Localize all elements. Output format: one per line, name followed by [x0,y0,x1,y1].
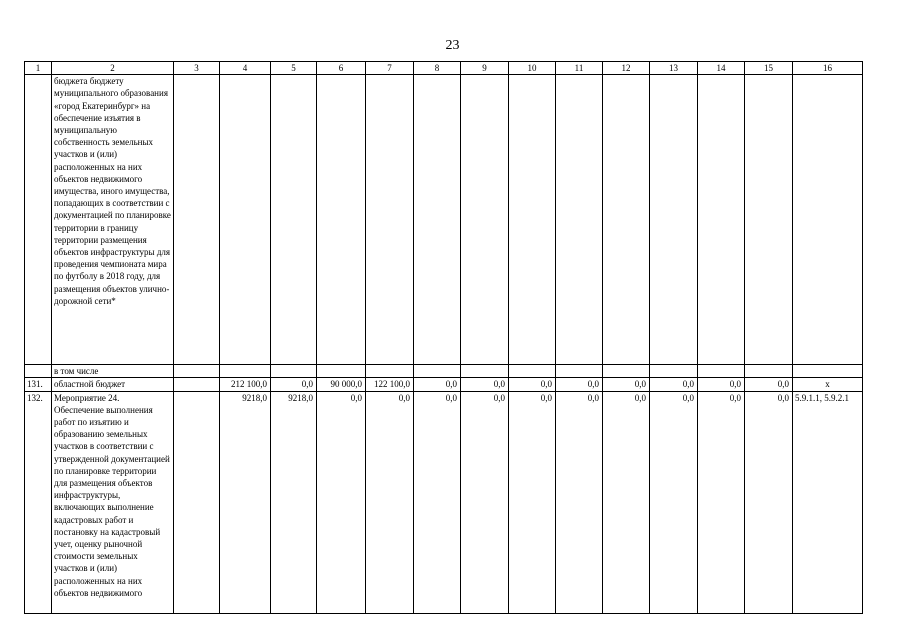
cell-c3 [174,365,220,378]
cell-c16 [793,75,863,365]
col-header-16: 16 [793,62,863,75]
row-description: областной бюджет [52,378,174,391]
table-row [25,365,863,378]
cell-c15: 0,0 [745,378,793,391]
cell-c15: 0,0 [745,391,793,613]
cell-c7 [366,75,414,365]
col-header-8: 8 [414,62,461,75]
cell-c11: 0,0 [556,391,603,613]
cell-c6: 90 000,0 [317,378,366,391]
col-header-7: 7 [366,62,414,75]
page-number: 23 [445,38,460,53]
cell-c14: 0,0 [698,378,745,391]
col-header-1: 1 [25,62,52,75]
cell-c6: 0,0 [317,391,366,613]
cell-c14: 0,0 [698,391,745,613]
cell-c16: 5.9.1.1, 5.9.2.1 [793,391,863,613]
cell-c8: 0,0 [414,391,461,613]
cell-c13: 0,0 [650,391,698,613]
cell-c5: 9218,0 [271,391,317,613]
col-header-10: 10 [509,62,556,75]
cell-c12 [603,75,650,365]
cell-c6 [317,365,366,378]
cell-c11 [556,75,603,365]
cell-c9: 0,0 [461,391,509,613]
cell-c3 [174,75,220,365]
cell-c12 [603,365,650,378]
cell-c9 [461,365,509,378]
cell-c6 [317,75,366,365]
table-row [25,378,863,391]
cell-c15 [745,75,793,365]
col-header-5: 5 [271,62,317,75]
cell-c5 [271,365,317,378]
cell-c10 [509,75,556,365]
col-header-14: 14 [698,62,745,75]
col-header-15: 15 [745,62,793,75]
cell-c16: x [793,378,863,391]
col-header-6: 6 [317,62,366,75]
cell-c15 [745,365,793,378]
cell-c14 [698,365,745,378]
cell-c5 [271,75,317,365]
row-index: 131. [25,378,52,391]
table-row [25,75,863,365]
cell-c8 [414,365,461,378]
cell-c7: 0,0 [366,391,414,613]
cell-c8 [414,75,461,365]
program-table [24,61,863,614]
col-header-13: 13 [650,62,698,75]
cell-c7 [366,365,414,378]
cell-c16 [793,365,863,378]
col-header-3: 3 [174,62,220,75]
cell-c4 [220,365,271,378]
row-index: 132. [25,391,52,613]
cell-c13 [650,365,698,378]
row-description: в том числе [52,365,174,378]
cell-c9 [461,75,509,365]
cell-c3 [174,391,220,613]
cell-c11: 0,0 [556,378,603,391]
row-description: бюджета бюджету муниципального образования «город Екатеринбург» на обеспечение изъятия в муниципальную собственность земельных участков и (или) расположенных на них объектов недвижимого имущества, иного имущества, попадающих в соответствии с документацией по планировке территории в границу территории размещения объектов инфраструктуры для проведения чемпионата мира по футболу в 2018 году, для размещения объектов улично-дорожной сети* [52,75,174,365]
row-description: Мероприятие 24. Обеспечение выполнения работ по изъятию и образованию земельных участков в соответствии с утвержденной документацией по планировке территории для размещения объектов инфраструктуры, включающих выполнение кадастровых работ и постановку на кадастровый учет, оценку рыночной стоимости земельных участков и (или) расположенных на них объектов недвижимого [52,391,174,613]
cell-c12: 0,0 [603,378,650,391]
cell-c4: 9218,0 [220,391,271,613]
column-number-row [25,62,863,75]
cell-c10: 0,0 [509,378,556,391]
col-header-11: 11 [556,62,603,75]
cell-c13: 0,0 [650,378,698,391]
col-header-4: 4 [220,62,271,75]
cell-c3 [174,378,220,391]
table-row [25,391,863,613]
cell-c11 [556,365,603,378]
cell-c10 [509,365,556,378]
col-header-2: 2 [52,62,174,75]
row-index [25,75,52,365]
cell-c8: 0,0 [414,378,461,391]
cell-c14 [698,75,745,365]
cell-c10: 0,0 [509,391,556,613]
cell-c12: 0,0 [603,391,650,613]
cell-c4 [220,75,271,365]
cell-c7: 122 100,0 [366,378,414,391]
cell-c5: 0,0 [271,378,317,391]
cell-c13 [650,75,698,365]
col-header-12: 12 [603,62,650,75]
row-index [25,365,52,378]
col-header-9: 9 [461,62,509,75]
cell-c4: 212 100,0 [220,378,271,391]
cell-c9: 0,0 [461,378,509,391]
